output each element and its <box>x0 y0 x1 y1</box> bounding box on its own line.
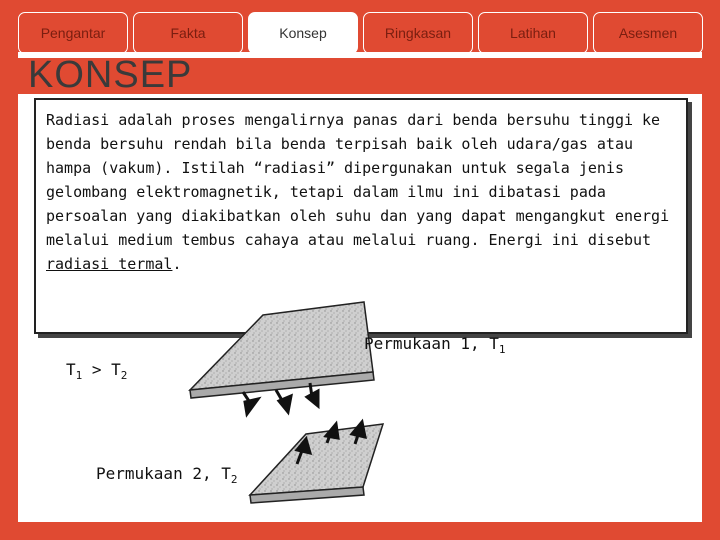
nav-tabs <box>18 12 702 54</box>
tab-asesmen[interactable]: Asesmen <box>593 12 703 54</box>
term-radiasi-termal: radiasi termal <box>46 255 173 273</box>
surface-2-label: Permukaan 2, $T_2$ <box>96 464 238 487</box>
temperature-relation: $T_1 > T_2$ <box>66 360 128 383</box>
tab-pengantar[interactable]: Pengantar <box>18 12 128 54</box>
definition-end: . <box>172 255 182 273</box>
tab-ringkasan[interactable]: Ringkasan <box>363 12 473 54</box>
tab-konsep[interactable]: Konsep <box>248 12 358 54</box>
surface-1-plate <box>190 302 374 398</box>
radiation-diagram <box>18 52 702 522</box>
tab-latihan[interactable]: Latihan <box>478 12 588 54</box>
page-title: KONSEP <box>28 54 193 96</box>
content-panel <box>18 52 702 522</box>
surface-1-label: Permukaan 1, $T_1$ <box>364 334 506 357</box>
tab-fakta[interactable]: Fakta <box>133 12 243 54</box>
definition-text: Radiasi adalah proses mengalirnya panas dari benda bersuhu tinggi ke benda bersuhu rendah bila benda terpisah baik oleh udara/gas atau hampa (vakum). Istilah “radiasi” dipergunakan untuk segala jenis gelombang elektromagnetik, tetapi dalam ilmu ini dibatasi pada persoalan yang diakibatkan oleh suhu dan yang dapat mengangkut energi melalui medium tembus cahaya atau melalui ruang. Energi ini disebut <box>46 111 670 249</box>
